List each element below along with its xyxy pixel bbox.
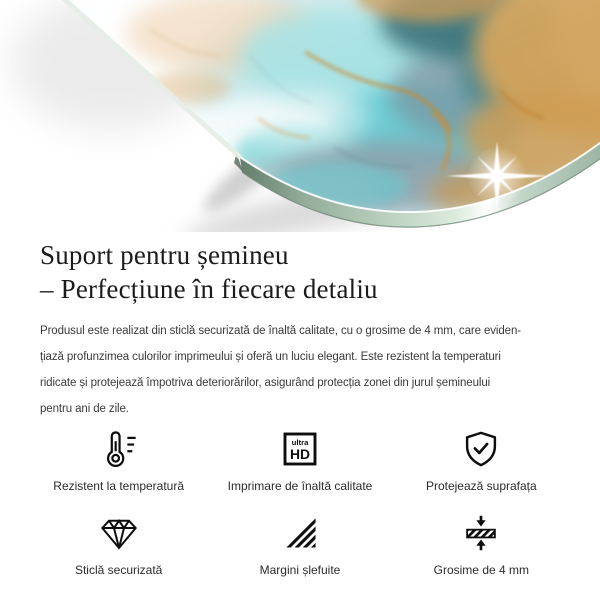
- polished-edges-icon: [280, 512, 320, 554]
- feature-thickness-4mm: [391, 508, 572, 592]
- thermometer-icon: [99, 428, 139, 470]
- feature-polished-edges: [209, 508, 390, 592]
- description-line: pentru ani de zile.: [40, 403, 129, 415]
- shield-check-icon: [461, 428, 501, 470]
- feature-ultra-hd-print: [209, 424, 390, 508]
- feature-label: Sticlă securizată: [74, 563, 163, 577]
- feature-temperature-resistant: [28, 424, 209, 508]
- description-line: țiază profunzimea culorilor imprimeului și oferă un luciu elegant. Este rezistent la temperaturi: [40, 351, 501, 363]
- feature-label: Imprimare de înaltă calitate: [227, 479, 373, 493]
- page-title-line-2: – Perfecțiune în fiecare detaliu: [40, 274, 378, 304]
- page-title-line-1: Suport pentru șemineu: [40, 240, 289, 270]
- product-description: [40, 318, 560, 422]
- thickness-arrows-icon: [461, 512, 501, 554]
- features-grid: [0, 424, 600, 592]
- feature-label: Rezistent la temperatură: [53, 479, 185, 493]
- feature-label: Protejează suprafața: [425, 479, 537, 493]
- feature-tempered-glass: [28, 508, 209, 592]
- svg-text:ultra: ultra: [291, 438, 309, 448]
- ultra-hd-icon: [280, 428, 320, 470]
- feature-protects-surface: [391, 424, 572, 508]
- page-title: [40, 238, 560, 306]
- feature-label: Margini șlefuite: [259, 563, 341, 577]
- product-image: [0, 0, 600, 232]
- svg-text:HD: HD: [289, 446, 311, 462]
- feature-label: Grosime de 4 mm: [433, 563, 529, 577]
- description-line: ridicate și protejează împotriva deteriorărilor, asigurând protecția zonei din jurul șemineului: [40, 377, 491, 389]
- description-line: Produsul este realizat din sticlă securizată de înaltă calitate, cu o grosime de 4 mm, care eviden-: [40, 325, 522, 337]
- diamond-icon: [99, 512, 139, 554]
